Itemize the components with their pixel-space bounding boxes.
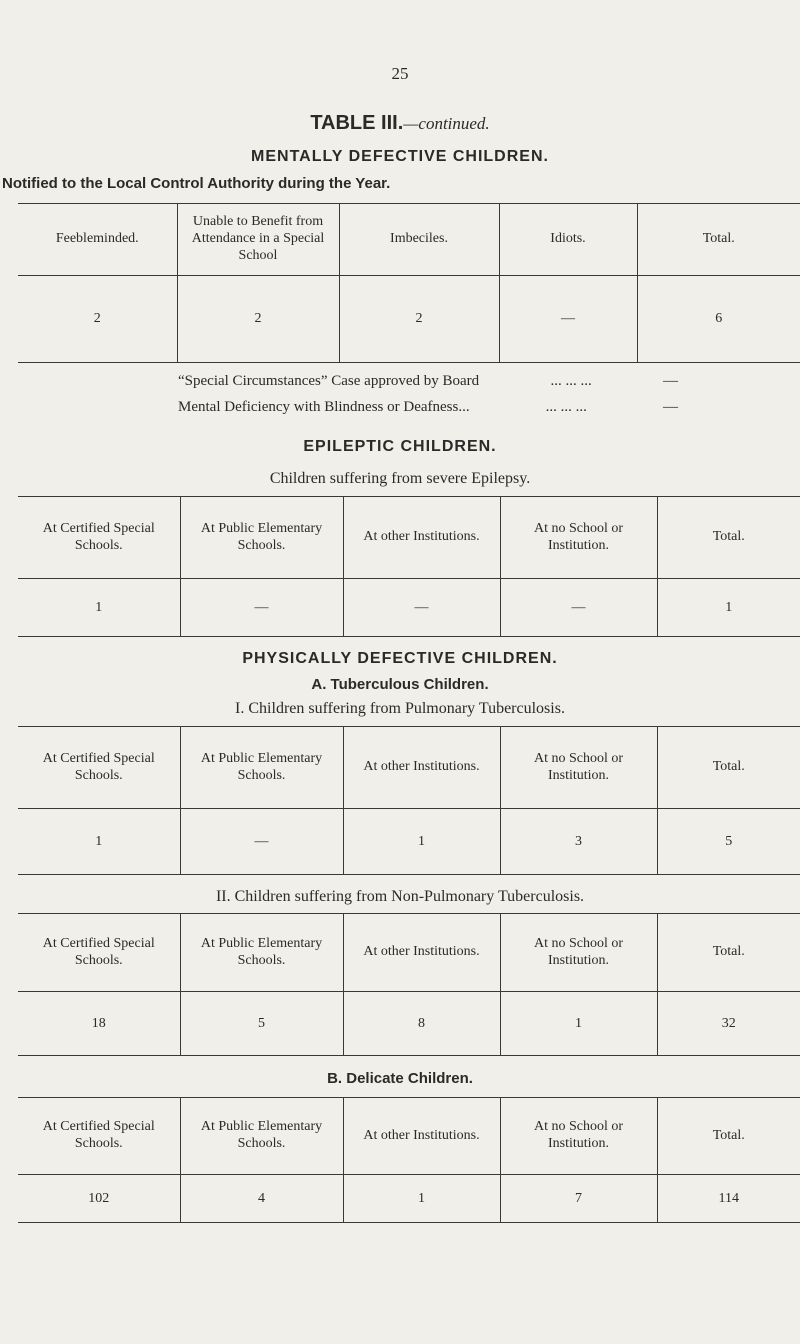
header-certified-special: At Certified Special Schools. xyxy=(42,750,155,783)
cell-no-school: 7 xyxy=(500,1175,657,1223)
table-row xyxy=(18,992,800,1056)
blindness-deafness-line xyxy=(178,399,678,416)
blindness-deafness-label: Mental Deficiency with Blindness or Deafness... xyxy=(178,399,470,415)
header-total: Total. xyxy=(657,727,800,809)
cell-no-school: 1 xyxy=(500,992,657,1056)
pulmonary-caption: I. Children suffering from Pulmonary Tuberculosis. xyxy=(235,700,565,717)
cell-no-school: 3 xyxy=(500,809,657,875)
cell-public-elementary: — xyxy=(180,809,343,875)
cell-certified-special: 1 xyxy=(95,833,103,849)
header-public-elementary: At Public Elementary Schools. xyxy=(180,497,343,579)
cell-other-institutions: 1 xyxy=(343,809,500,875)
table-row xyxy=(18,1175,800,1223)
blindness-deafness-value: — xyxy=(663,399,678,415)
header-no-school: At no School or Institution. xyxy=(500,914,657,992)
epileptic-heading: EPILEPTIC CHILDREN. xyxy=(303,438,497,455)
cell-public-elementary: 4 xyxy=(180,1175,343,1223)
special-circumstances-label: “Special Circumstances” Case approved by Board xyxy=(178,373,480,389)
cell-total: 1 xyxy=(657,579,800,637)
header-no-school: At no School or Institution. xyxy=(500,727,657,809)
cell-certified-special: 102 xyxy=(88,1190,110,1206)
header-other-institutions: At other Institutions. xyxy=(343,914,500,992)
delicate-heading: B. Delicate Children. xyxy=(327,1070,473,1087)
header-idiots: Idiots. xyxy=(499,204,637,276)
header-total: Total. xyxy=(637,204,800,276)
cell-idiots: — xyxy=(499,276,637,363)
physically-defective-heading: PHYSICALLY DEFECTIVE CHILDREN. xyxy=(242,650,558,667)
header-no-school: At no School or Institution. xyxy=(500,1098,657,1175)
special-circumstances-line xyxy=(178,373,678,390)
cell-other-institutions: 8 xyxy=(343,992,500,1056)
header-total: Total. xyxy=(657,914,800,992)
mentally-defective-subheading: Notified to the Local Control Authority during the Year. xyxy=(2,175,391,192)
cell-total: 32 xyxy=(657,992,800,1056)
page-title xyxy=(0,112,800,135)
cell-no-school: — xyxy=(500,579,657,637)
leader-dots: ... ... ... xyxy=(545,399,587,415)
header-unable-to-benefit: Unable to Benefit from Attendance in a Special School xyxy=(177,204,339,276)
page-number: 25 xyxy=(391,64,409,83)
header-other-institutions: At other Institutions. xyxy=(343,497,500,579)
header-total: Total. xyxy=(657,1098,800,1175)
header-other-institutions: At other Institutions. xyxy=(343,1098,500,1175)
header-total: Total. xyxy=(657,497,800,579)
mentally-defective-heading: MENTALLY DEFECTIVE CHILDREN. xyxy=(251,148,549,165)
delicate-table xyxy=(18,1097,800,1223)
epileptic-subheading: Children suffering from severe Epilepsy. xyxy=(269,470,531,487)
cell-feebleminded: 2 xyxy=(93,311,101,326)
mentally-defective-table xyxy=(18,203,800,363)
non-pulmonary-caption: II. Children suffering from Non-Pulmonary Tuberculosis. xyxy=(215,888,585,905)
cell-imbeciles: 2 xyxy=(339,276,499,363)
cell-total: 114 xyxy=(657,1175,800,1223)
tuberculous-heading: A. Tuberculous Children. xyxy=(311,676,489,693)
header-other-institutions: At other Institutions. xyxy=(343,727,500,809)
non-pulmonary-table xyxy=(18,913,800,1056)
header-certified-special: At Certified Special Schools. xyxy=(42,935,155,968)
header-certified-special: At Certified Special Schools. xyxy=(42,520,155,553)
table-row xyxy=(18,579,800,637)
cell-public-elementary: — xyxy=(180,579,343,637)
cell-certified-special: 1 xyxy=(95,599,103,615)
epileptic-table xyxy=(18,496,800,637)
leader-dots: ... ... ... xyxy=(550,373,592,389)
header-public-elementary: At Public Elementary Schools. xyxy=(180,727,343,809)
header-public-elementary: At Public Elementary Schools. xyxy=(180,1098,343,1175)
header-certified-special: At Certified Special Schools. xyxy=(42,1119,155,1151)
cell-total: 6 xyxy=(637,276,800,363)
table-row xyxy=(18,809,800,875)
cell-unable-to-benefit: 2 xyxy=(177,276,339,363)
table-row xyxy=(18,276,800,363)
cell-public-elementary: 5 xyxy=(180,992,343,1056)
cell-certified-special: 18 xyxy=(91,1015,106,1031)
cell-total: 5 xyxy=(657,809,800,875)
cell-other-institutions: 1 xyxy=(343,1175,500,1223)
special-circumstances-value: — xyxy=(663,373,678,389)
header-public-elementary: At Public Elementary Schools. xyxy=(180,914,343,992)
cell-other-institutions: — xyxy=(343,579,500,637)
header-feebleminded: Feebleminded. xyxy=(55,231,139,247)
header-imbeciles: Imbeciles. xyxy=(339,204,499,276)
pulmonary-table xyxy=(18,726,800,875)
title-continued: —continued. xyxy=(403,114,490,133)
header-no-school: At no School or Institution. xyxy=(500,497,657,579)
title-main: TABLE III. xyxy=(310,112,404,134)
